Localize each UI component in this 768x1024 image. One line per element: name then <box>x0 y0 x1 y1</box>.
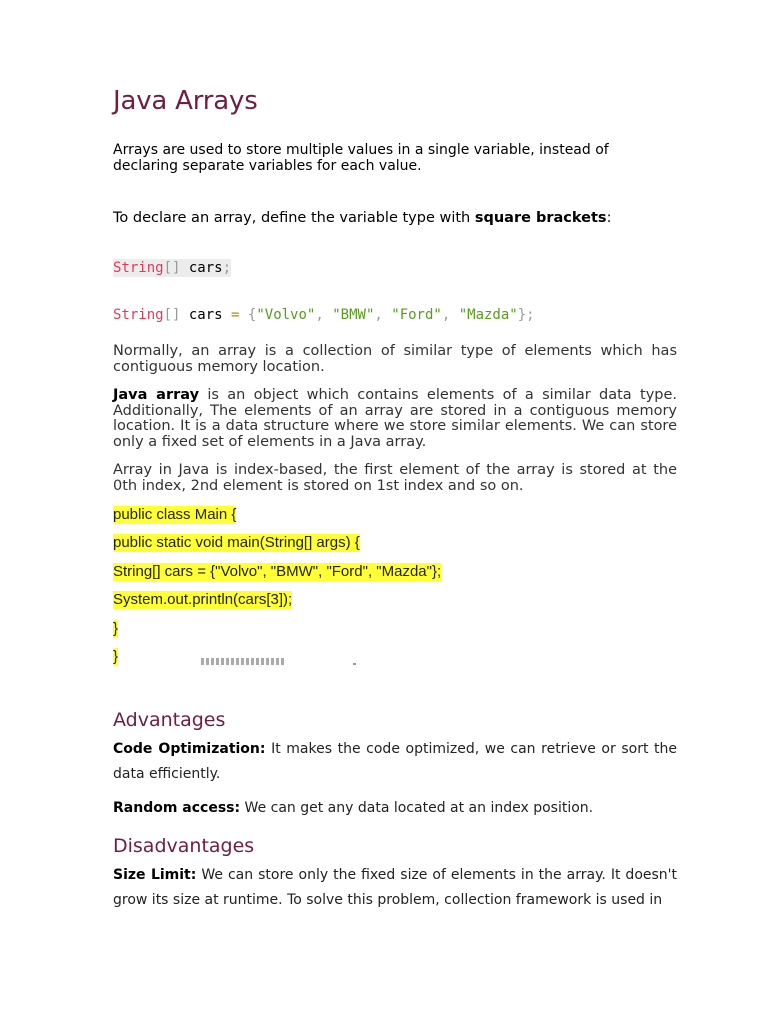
advantage-label: Code Optimization: <box>113 741 266 757</box>
render-artifact <box>201 658 285 665</box>
highlighted-code-line: } <box>113 648 119 665</box>
code-identifier: cars <box>188 307 223 323</box>
code-type: String <box>113 260 164 276</box>
code-brackets: [] <box>163 307 181 323</box>
render-artifact-dot <box>353 663 356 665</box>
disadvantage-text: We can store only the fixed size of elements in the array. It doesn't grow its size at runtime. To solve this problem, collection framework is used in <box>113 867 677 908</box>
paragraph-collection: Normally, an array is a collection of similar type of elements which has contiguous memory location. <box>113 343 677 375</box>
disadvantage-label: Size Limit: <box>113 867 197 883</box>
paragraph-java-array <box>113 388 677 450</box>
disadvantage-size-limit <box>113 863 677 913</box>
code-string: "BMW" <box>332 307 375 323</box>
code-brace-open: { <box>247 307 257 323</box>
code-semicolon: ; <box>222 260 232 276</box>
code-identifier: cars <box>188 260 223 276</box>
highlighted-code-line: String[] cars = {"Volvo", "BMW", "Ford", "Mazda"}; <box>113 563 442 580</box>
advantage-random-access <box>113 796 677 821</box>
highlighted-code-line: } <box>113 620 119 637</box>
code-brackets: [] <box>163 260 181 276</box>
highlighted-code-line: public class Main { <box>113 506 237 523</box>
code-string: "Volvo" <box>256 307 316 323</box>
declare-paragraph <box>113 209 611 227</box>
code-snippet-initialization <box>113 306 535 324</box>
advantage-text: We can get any data located at an index position. <box>240 800 594 816</box>
highlighted-code-line: System.out.println(cars[3]); <box>113 591 293 608</box>
code-comma: , <box>374 307 383 323</box>
declare-text: To declare an array, define the variable type with <box>113 210 475 226</box>
advantages-heading: Advantages <box>113 709 226 731</box>
java-array-bold: Java array <box>113 387 200 403</box>
highlighted-code-line: public static void main(String[] args) { <box>113 534 360 551</box>
declare-bold: square brackets <box>474 210 607 226</box>
code-snippet-declaration <box>113 259 231 277</box>
paragraph-index-based: Array in Java is index-based, the first element of the array is stored at the 0th index, 2nd element is stored on 1st index and so on. <box>113 462 677 494</box>
intro-paragraph: Arrays are used to store multiple values in a single variable, instead of declaring separate variables for each value. <box>113 142 609 174</box>
declare-end: : <box>606 210 612 226</box>
page-title: Java Arrays <box>113 86 258 116</box>
code-operator: = <box>231 307 240 323</box>
advantage-label: Random access: <box>113 800 241 816</box>
code-string: "Mazda" <box>458 307 518 323</box>
advantage-code-optimization <box>113 737 677 787</box>
advantage-text: It makes the code optimized, we can retrieve or sort the data efficiently. <box>113 741 677 782</box>
code-comma: , <box>315 307 324 323</box>
code-comma: , <box>441 307 451 323</box>
disadvantages-heading: Disadvantages <box>113 835 255 857</box>
code-brace-close: }; <box>517 307 535 323</box>
java-array-text: is an object which contains elements of a similar data type. Additionally, The elements of an array are stored in a contiguous memory location. It is a data structure where we store similar elements. We can store only a fixed set of elements in a Java array. <box>113 387 678 450</box>
code-string: "Ford" <box>391 307 442 323</box>
code-type: String <box>113 307 164 323</box>
